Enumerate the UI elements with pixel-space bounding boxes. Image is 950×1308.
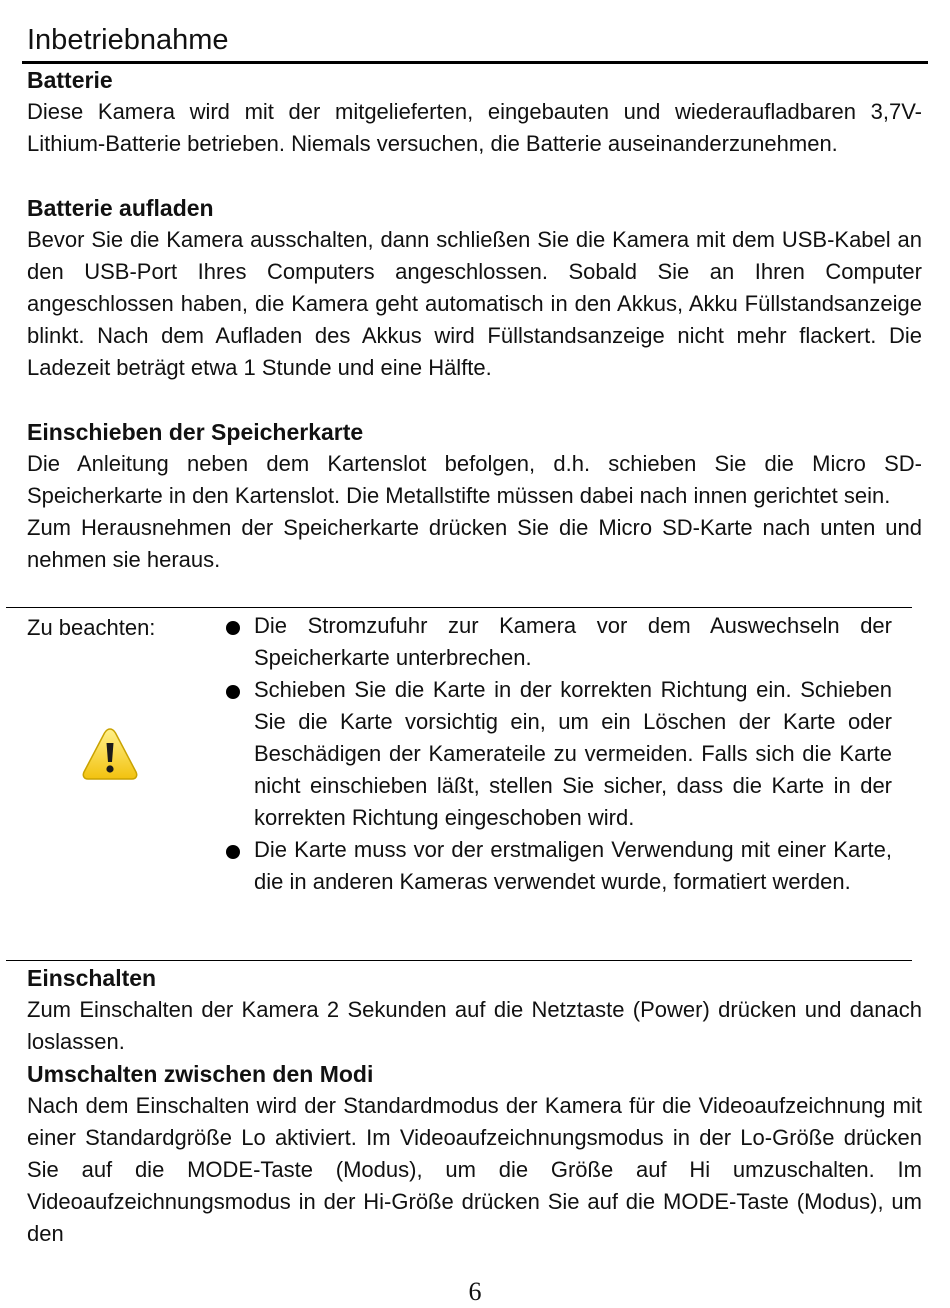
page-number: 6 <box>468 1277 482 1306</box>
note-bottom-rule <box>6 960 912 961</box>
heading-modi: Umschalten zwischen den Modi <box>27 1061 374 1087</box>
warning-icon <box>81 726 139 782</box>
text-batterie: Diese Kamera wird mit der mitgelieferten, eingebauten und wiederaufladbaren 3,7V-Lithium-Batterie betrieben. Niemals versuchen, die Batterie auseinanderzunehmen. <box>27 99 922 156</box>
section-einschalten <box>27 962 922 1058</box>
text-speicherkarte-1: Die Anleitung neben dem Kartenslot befolgen, d.h. schieben Sie die Micro SD-Speicherkarte in den Kartenslot. Die Metallstifte müssen dabei nach innen gerichtet sein. <box>27 451 922 508</box>
page-title: Inbetriebnahme <box>27 24 229 56</box>
section-speicherkarte <box>27 416 922 576</box>
text-aufladen: Bevor Sie die Kamera ausschalten, dann schließen Sie die Kamera mit dem USB-Kabel an den USB-Port Ihres Computers angeschlossen. Sobald Sie an Ihren Computer angeschlossen haben, die Kamera geht automatisch in den Akkus, Akku Füllstandsanzeige blinkt. Nach dem Aufladen des Akkus wird Füllstandsanzeige nicht mehr flackert. Die Ladezeit beträgt etwa 1 Stunde und eine Hälfte. <box>27 227 922 380</box>
note-top-rule <box>6 607 912 608</box>
text-modi: Nach dem Einschalten wird der Standardmodus der Kamera für die Videoaufzeichnung mit einer Standardgröße Lo aktiviert. Im Videoaufzeichnungsmodus in der Lo-Größe drücken Sie auf die MODE-Taste (Modus), um die Größe auf Hi umzuschalten. Im Videoaufzeichnungsmodus in der Hi-Größe drücken Sie auf die MODE-Taste (Modus), um den <box>27 1093 922 1246</box>
heading-speicherkarte: Einschieben der Speicherkarte <box>27 419 364 445</box>
heading-batterie: Batterie <box>27 67 113 93</box>
text-einschalten: Zum Einschalten der Kamera 2 Sekunden auf die Netztaste (Power) drücken und danach loslassen. <box>27 997 922 1054</box>
note-item: Die Karte muss vor der erstmaligen Verwendung mit einer Karte, die in anderen Kameras verwendet wurde, formatiert werden. <box>218 834 892 898</box>
bullet-icon <box>226 685 240 699</box>
section-modi <box>27 1058 922 1250</box>
section-aufladen <box>27 192 922 384</box>
bullet-icon <box>226 845 240 859</box>
heading-einschalten: Einschalten <box>27 965 157 991</box>
note-item: Die Stromzufuhr zur Kamera vor dem Auswechseln der Speicherkarte unterbrechen. <box>218 610 892 674</box>
note-item: Schieben Sie die Karte in der korrekten Richtung ein. Schieben Sie die Karte vorsichtig ein, um ein Löschen der Karte oder Beschädigen der Kamerateile zu vermeiden. Falls sich die Karte nicht einschieben läßt, stellen Sie sicher, dass die Karte in der korrekten Richtung eingeschoben wird. <box>218 674 892 834</box>
bullet-icon <box>226 621 240 635</box>
text-speicherkarte-2: Zum Herausnehmen der Speicherkarte drücken Sie die Micro SD-Karte nach unten und nehmen sie heraus. <box>27 515 922 572</box>
note-list <box>218 610 892 898</box>
note-label: Zu beachten: <box>27 615 156 640</box>
section-batterie <box>27 64 922 160</box>
heading-aufladen: Batterie aufladen <box>27 195 214 221</box>
